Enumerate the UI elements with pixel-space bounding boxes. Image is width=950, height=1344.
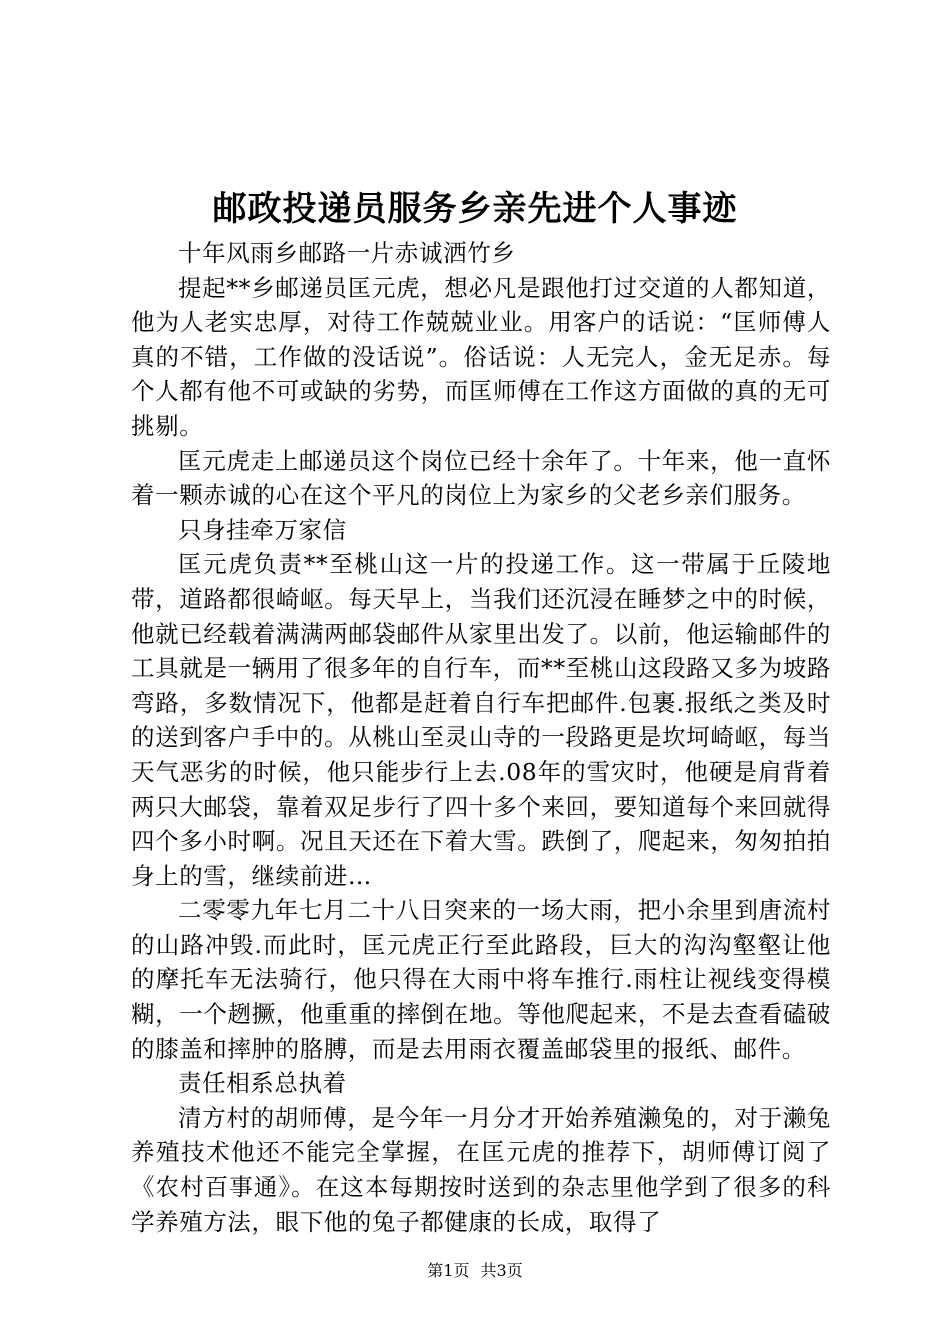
paragraph: 匡元虎负责**至桃山这一片的投递工作。这一带属于丘陵地带，道路都很崎岖。每天早上，当我们还沉浸在睡梦之中的时候，他就已经载着满满两邮袋邮件从家里出发了。以前，他运输邮件的工具就是一辆用了很多年的自行车，而**至桃山这段路又多为坡路弯路，多数情况下，他都是赶着自行车把邮件.包裹.报纸之类及时的送到客户手中的。从桃山至灵山寺的一段路更是坎坷崎岖，每当天气恶劣的时候，他只能步行上去.08年的雪灾时，他硬是肩背着两只大邮袋，靠着双足步行了四十多个来回，要知道每个来回就得四个多小时啊。况且天还在下着大雪。跌倒了，爬起来，匆匆拍拍身上的雪，继续前进… — [131, 550, 831, 890]
page-total: 共3页 — [480, 1261, 523, 1280]
document-body — [131, 236, 831, 1239]
document-title: 邮政投递员服务乡亲先进个人事迹 — [212, 189, 738, 229]
paragraph: 匡元虎走上邮递员这个岗位已经十余年了。十年来，他一直怀着一颗赤诚的心在这个平凡的岗位上为家乡的父老乡亲们服务。 — [131, 446, 831, 510]
paragraph: 清方村的胡师傅，是今年一月分才开始养殖濑兔的，对于濑兔养殖技术他还不能完全掌握，在匡元虎的推荐下，胡师傅订阅了《农村百事通》。在这本每期按时送到的杂志里他学到了很多的科学养殖方法，眼下他的兔子都健康的长成，取得了 — [131, 1103, 831, 1236]
paragraph-subheading-1: 十年风雨乡邮路一片赤诚洒竹乡 — [178, 239, 516, 267]
paragraph-subheading-3: 责任相系总执着 — [178, 1069, 347, 1098]
paragraph-subheading-2: 只身挂牵万家信 — [178, 515, 347, 544]
paragraph: 二零零九年七月二十八日突来的一场大雨，把小余里到唐流村的山路冲毁.而此时，匡元虎正行至此路段，巨大的沟沟壑壑让他的摩托车无法骑行，他只得在大雨中将车推行.雨柱让视线变得模糊，一个趔撅，他重重的摔倒在地。等他爬起来，不是去查看磕破的膝盖和摔肿的胳膊，而是去用雨衣覆盖邮袋里的报纸、邮件。 — [131, 896, 831, 1063]
page-footer — [0, 1259, 950, 1283]
page-number: 第1页 — [427, 1261, 470, 1280]
paragraph: 提起**乡邮递员匡元虎，想必凡是跟他打过交道的人都知道，他为人老实忠厚，对待工作兢兢业业。用客户的话说：“匡师傅人真的不错，工作做的没话说”。俗话说：人无完人，金无足赤。每个人都有他不可或缺的劣势，而匡师傅在工作这方面做的真的无可挑剔。 — [131, 273, 831, 440]
